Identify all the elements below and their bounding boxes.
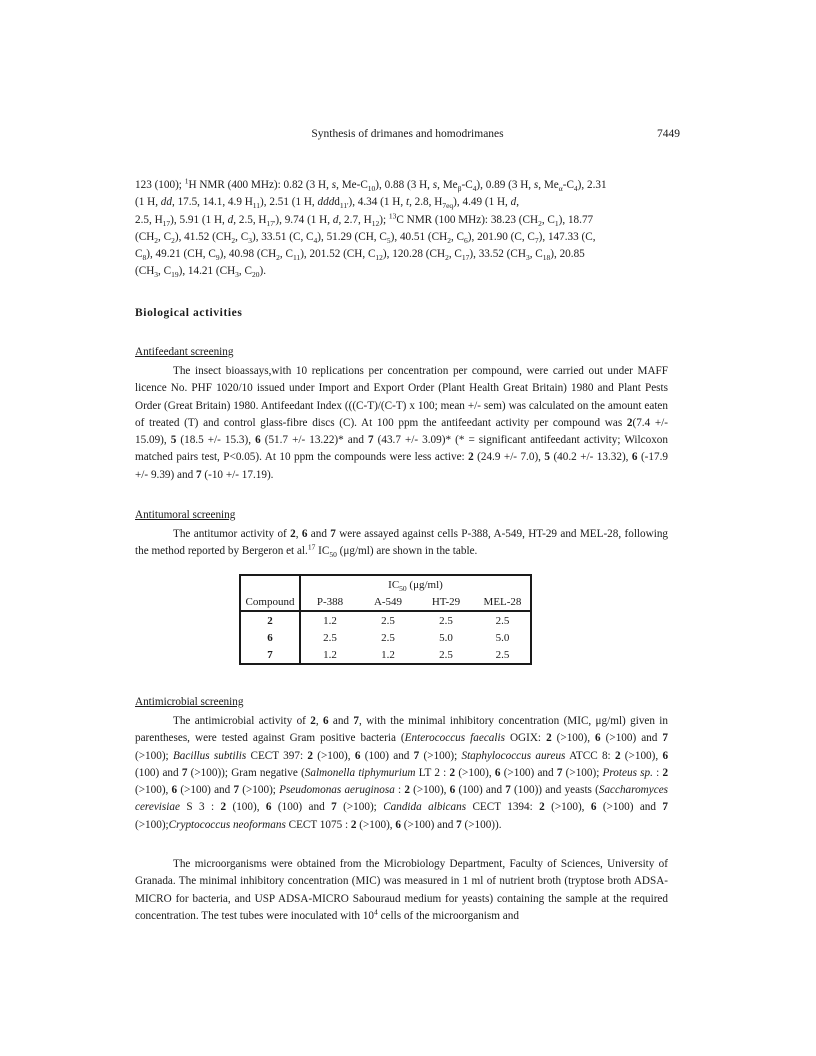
table-header-cell: HT-29 (417, 593, 475, 611)
table-cell: 2.5 (381, 614, 395, 627)
antifeedant-paragraph: The insect bioassays,with 10 replications per concentration per compound, were carried out under MAFF licence No. PHF 1020/10 issued under Import and Export Order (Plant Health Great Britain) 1980 and Plant Pests Order (Great Britain) 1980. Antifeedant Index (((C-T)/(C-T) x 100; mean +/- sem) was calculated on the amount eaten of treated (T) and control glass-fibre discs (C). At 100 ppm the antifeedant activity per compound was 2(7.4 +/- 15.09), 5 (18.5 +/- 15.3), 6 (51.7 +/- 13.22)* and 7 (43.7 +/- 3.09)* (* = significant antifeedant activity; Wilcoxon matched pairs test, P<0.05). At 10 ppm the compounds were less active: 2 (24.9 +/- 7.0), 5 (40.2 +/- 13.32), 6 (-17.9 +/- 9.39) and 7 (-10 +/- 17.19). (135, 365, 669, 481)
table-cell: 5.0 (439, 631, 453, 644)
running-header (135, 128, 680, 144)
section-heading-biological: Biological activities (135, 307, 243, 319)
table-cell: 2.5 (439, 648, 453, 661)
subheading-antitumoral: Antitumoral screening (135, 509, 236, 521)
microorganisms-paragraph: The microorganisms were obtained from the Microbiology Department, Faculty of Sciences, University of Granada. The minimal inhibitory concentration (MIC) was measured in 1 ml of nutrient broth (tryptose broth ADSA-MICRO for bacteria, and USP ADSA-MICRO Sabouraud medium for yeasts) containing the sample at the required concentration. The test tubes were inoculated with $10^4$ cells of the microorganism and (135, 858, 668, 922)
table-caption: $IC_{50}$ (μg/ml) (388, 578, 443, 593)
table-cell: 2.5 (439, 614, 453, 627)
table-header-cell: MEL-28 (475, 593, 531, 611)
table-cell: 1.2 (323, 648, 337, 661)
table-cell: 2.5 (323, 631, 337, 644)
table-corner-cell (240, 575, 300, 593)
table-cell: 5.0 (495, 631, 510, 644)
nmr-line-6: ($CH_3$, $C_{19}$), 14.21 ($CH_3$, $C_{20}$). (135, 265, 266, 280)
table-header-row (240, 593, 531, 611)
table-header-cell: Compound (240, 593, 300, 611)
table-cell: 2.5 (495, 648, 510, 661)
ic50-table (239, 574, 532, 665)
table-row (240, 611, 531, 629)
nmr-line-5: $C_8$), 49.21 (CH, $C_9$), 40.98 ($CH_2$, $C_{11}$), 201.52 (CH, $C_{12}$), 120.28 ($CH_2$, $C_{17}$), 33.52 ($CH_3$, $C_{18}$), 20.85 (135, 248, 585, 263)
nmr-line-4: ($CH_2$, $C_2$), 41.52 ($CH_2$, $C_3$), 33.51 (C, $C_4$), 51.29 (CH, $C_5$), 40.51 ($CH_2$, $C_6$), 201.90 (C, $C_7$), 147.33 (C, (135, 230, 596, 246)
antimicrobial-paragraph: The antimicrobial activity of 2, 6 and 7, with the minimal inhibitory concentration (MIC, μg/ml) given in parentheses, were tested against Gram positive bacteria (Enterococcus faecalis OGIX: 2 (>100), 6 (>100) and 7 (>100); Bacillus subtilis CECT 397: 2 (>100), 6 (100) and 7 (>100); Staphylococcus aureus ATCC 8: 2 (>100), 6 (100) and 7 (>100)); Gram negative (Salmonella tiphymurium LT 2 : 2 (>100), 6 (>100) and 7 (>100); Proteus sp. : 2 (>100), 6 (>100) and 7 (>100); Pseudomonas aeruginosa : 2 (>100), 6 (100) and 7 (100)) and yeasts (Saccharomyces cerevisiae S 3 : 2 (100), 6 (100) and 7 (>100); Candida albicans CECT 1394: 2 (>100), 6 (>100) and 7 (>100);Cryptococcus neoformans CECT 1075 : 2 (>100), 6 (>100) and 7 (>100)). (135, 715, 669, 831)
table-header-cell: P-388 (300, 593, 359, 611)
table-cell-compound: 7 (240, 646, 300, 664)
page-number: 7449 (657, 128, 680, 140)
table-header-cell: A-549 (359, 593, 417, 611)
table-row (240, 646, 531, 664)
table-row (240, 629, 531, 646)
table-cell: 1.2 (323, 614, 337, 627)
subheading-antimicrobial: Antimicrobial screening (135, 696, 244, 708)
antitumoral-paragraph: The antitumor activity of 2, 6 and 7 were assayed against cells P-388, A-549, HT-29 and MEL-28, following the method reported by Bergeron et al.$^{17}$ $IC_{50}$ (μg/ml) are shown in the table. (135, 528, 669, 560)
table-cell: 2.5 (381, 631, 395, 644)
table-cell: 2.5 (495, 614, 510, 627)
nmr-data-paragraph (135, 177, 668, 281)
table-cell-compound: 6 (240, 629, 300, 646)
nmr-line-2: (1 H, dd, 17.5, 14.1, 4.9 $H_{11}$), 2.51 (1 H, dddd$_{11'}$), 4.34 (1 H, t, 2.8, $H_{7eq}$), 4.49 (1 H, d, (135, 196, 520, 211)
nmr-line-3: 2.5, $H_{17}$), 5.91 (1 H, d, 2.5, $H_{17'}$), 9.74 (1 H, d, 2.7, $H_{12}$); $^{13}$C NMR (100 MHz): 38.23 ($CH_2$, $C_1$), 18.77 (135, 210, 594, 228)
nmr-line-1: 123 (100); $^1$H NMR (400 MHz): 0.82 (3 H, s, $Me-C_{10}$), 0.88 (3 H, s, $Me_\beta-C_4$), 0.89 (3 H, s, $Me_\alpha-C_4$), 2.31 (135, 176, 607, 194)
running-title: Synthesis of drimanes and homodrimanes (311, 128, 504, 140)
table-cell-compound: 2 (240, 611, 300, 629)
subheading-antifeedant: Antifeedant screening (135, 346, 234, 358)
table-cell: 1.2 (381, 648, 395, 661)
